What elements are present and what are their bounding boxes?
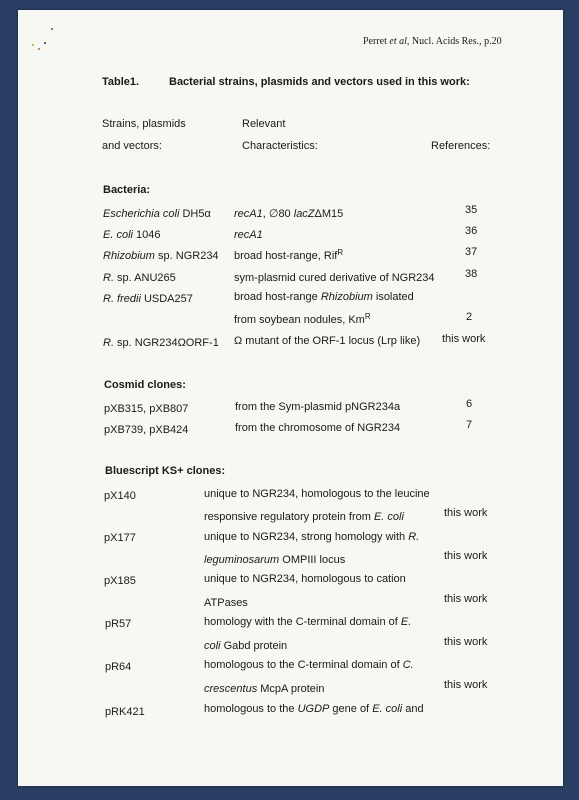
bacteria-row-5-ref: 2 [466, 311, 473, 323]
bluescript-row-3-line2: ATPases [204, 597, 248, 609]
col-header-strains-1: Strains, plasmids [102, 118, 186, 130]
bacteria-row-4-char: sym-plasmid cured derivative of NGR234 [234, 272, 435, 284]
bluescript-row-4-name: pR57 [105, 618, 132, 630]
bacteria-row-2-name: E. coli 1046 [103, 229, 161, 241]
bluescript-row-1-line2: responsive regulatory protein from E. coli [204, 511, 404, 523]
col-header-relevant-2: Characteristics: [242, 140, 318, 152]
bacteria-row-3-name: Rhizobium sp. NGR234 [103, 250, 219, 262]
bluescript-row-4-line2: coli Gabd protein [204, 640, 288, 652]
section-cosmid: Cosmid clones: [104, 379, 186, 391]
cosmid-row-2-name: pXB739, pXB424 [104, 424, 189, 436]
bluescript-row-2-name: pX177 [104, 532, 136, 544]
bluescript-row-2-ref: this work [444, 550, 488, 562]
section-bluescript: Bluescript KS+ clones: [105, 465, 226, 477]
bacteria-row-3-char: broad host-range, Rif$^R$ [234, 248, 344, 262]
bluescript-row-3-name: pX185 [104, 575, 136, 587]
cosmid-row-1-name: pXB315, pXB807 [104, 403, 189, 415]
section-bacteria: Bacteria: [103, 184, 151, 196]
running-header: Perret et al, Nucl. Acids Res., p.20 [363, 36, 502, 47]
bluescript-row-1-ref: this work [444, 507, 488, 519]
bluescript-row-1-name: pX140 [104, 490, 136, 502]
bacteria-row-6-ref: this work [442, 333, 486, 345]
bluescript-row-4-line1: homology with the C-terminal domain of E. [204, 616, 412, 628]
bluescript-row-5-line2: crescentus McpA protein [204, 683, 325, 695]
bacteria-row-5-char: broad host-range Rhizobium isolated [234, 291, 414, 303]
bacteria-row-6-name: R. sp. NGR234ΩORF-1 [103, 337, 219, 349]
paper-speck [32, 44, 34, 46]
bacteria-row-4-name: R. sp. ANU265 [103, 272, 176, 284]
bluescript-row-6-name: pRK421 [105, 706, 145, 718]
paper-speck [44, 42, 46, 44]
bluescript-row-3-ref: this work [444, 593, 488, 605]
bacteria-row-5-char2: from soybean nodules, $Km^R$ [234, 312, 371, 326]
table-number: Table1. [102, 76, 140, 88]
document-page [18, 10, 563, 786]
col-header-references: References: [431, 140, 491, 152]
bluescript-row-5-ref: this work [444, 679, 488, 691]
paper-speck [38, 48, 40, 50]
bacteria-row-2-char: recA1 [234, 229, 263, 241]
bluescript-row-2-line1: unique to NGR234, strong homology with R. [204, 531, 420, 543]
bacteria-row-4-ref: 38 [465, 268, 478, 280]
bacteria-row-5-name: R. fredii USDA257 [103, 293, 193, 305]
cosmid-row-1-ref: 6 [466, 398, 473, 410]
bacteria-row-1-char: recA1, ∅80 lacZΔM15 [234, 208, 344, 220]
bacteria-row-1-ref: 35 [465, 204, 478, 216]
table-title: Bacterial strains, plasmids and vectors used in this work: [169, 76, 470, 88]
col-header-relevant-1: Relevant [242, 118, 286, 130]
cosmid-row-1-char: from the Sym-plasmid pNGR234a [235, 401, 401, 413]
bluescript-row-4-ref: this work [444, 636, 488, 648]
bluescript-row-5-line1: homologous to the C-terminal domain of C. [204, 659, 414, 671]
col-header-strains-2: and vectors: [102, 140, 162, 152]
bacteria-row-2-ref: 36 [465, 225, 478, 237]
bluescript-row-2-line2: leguminosarum OMPIII locus [204, 554, 346, 566]
bacteria-row-6-char: Ω mutant of the ORF-1 locus (Lrp like) [234, 335, 421, 347]
bacteria-row-3-ref: 37 [465, 246, 478, 258]
bluescript-row-1-line1: unique to NGR234, homologous to the leucine [204, 488, 430, 500]
bacteria-row-1-name: Escherichia coli DH5α [103, 208, 211, 220]
cosmid-row-2-ref: 7 [466, 419, 473, 431]
bluescript-row-5-name: pR64 [105, 661, 132, 673]
bluescript-row-6-line1: homologous to the UGDP gene of E. coli and [204, 703, 424, 715]
cosmid-row-2-char: from the chromosome of NGR234 [235, 422, 401, 434]
bluescript-row-3-line1: unique to NGR234, homologous to cation [204, 573, 406, 585]
paper-speck [51, 28, 53, 30]
